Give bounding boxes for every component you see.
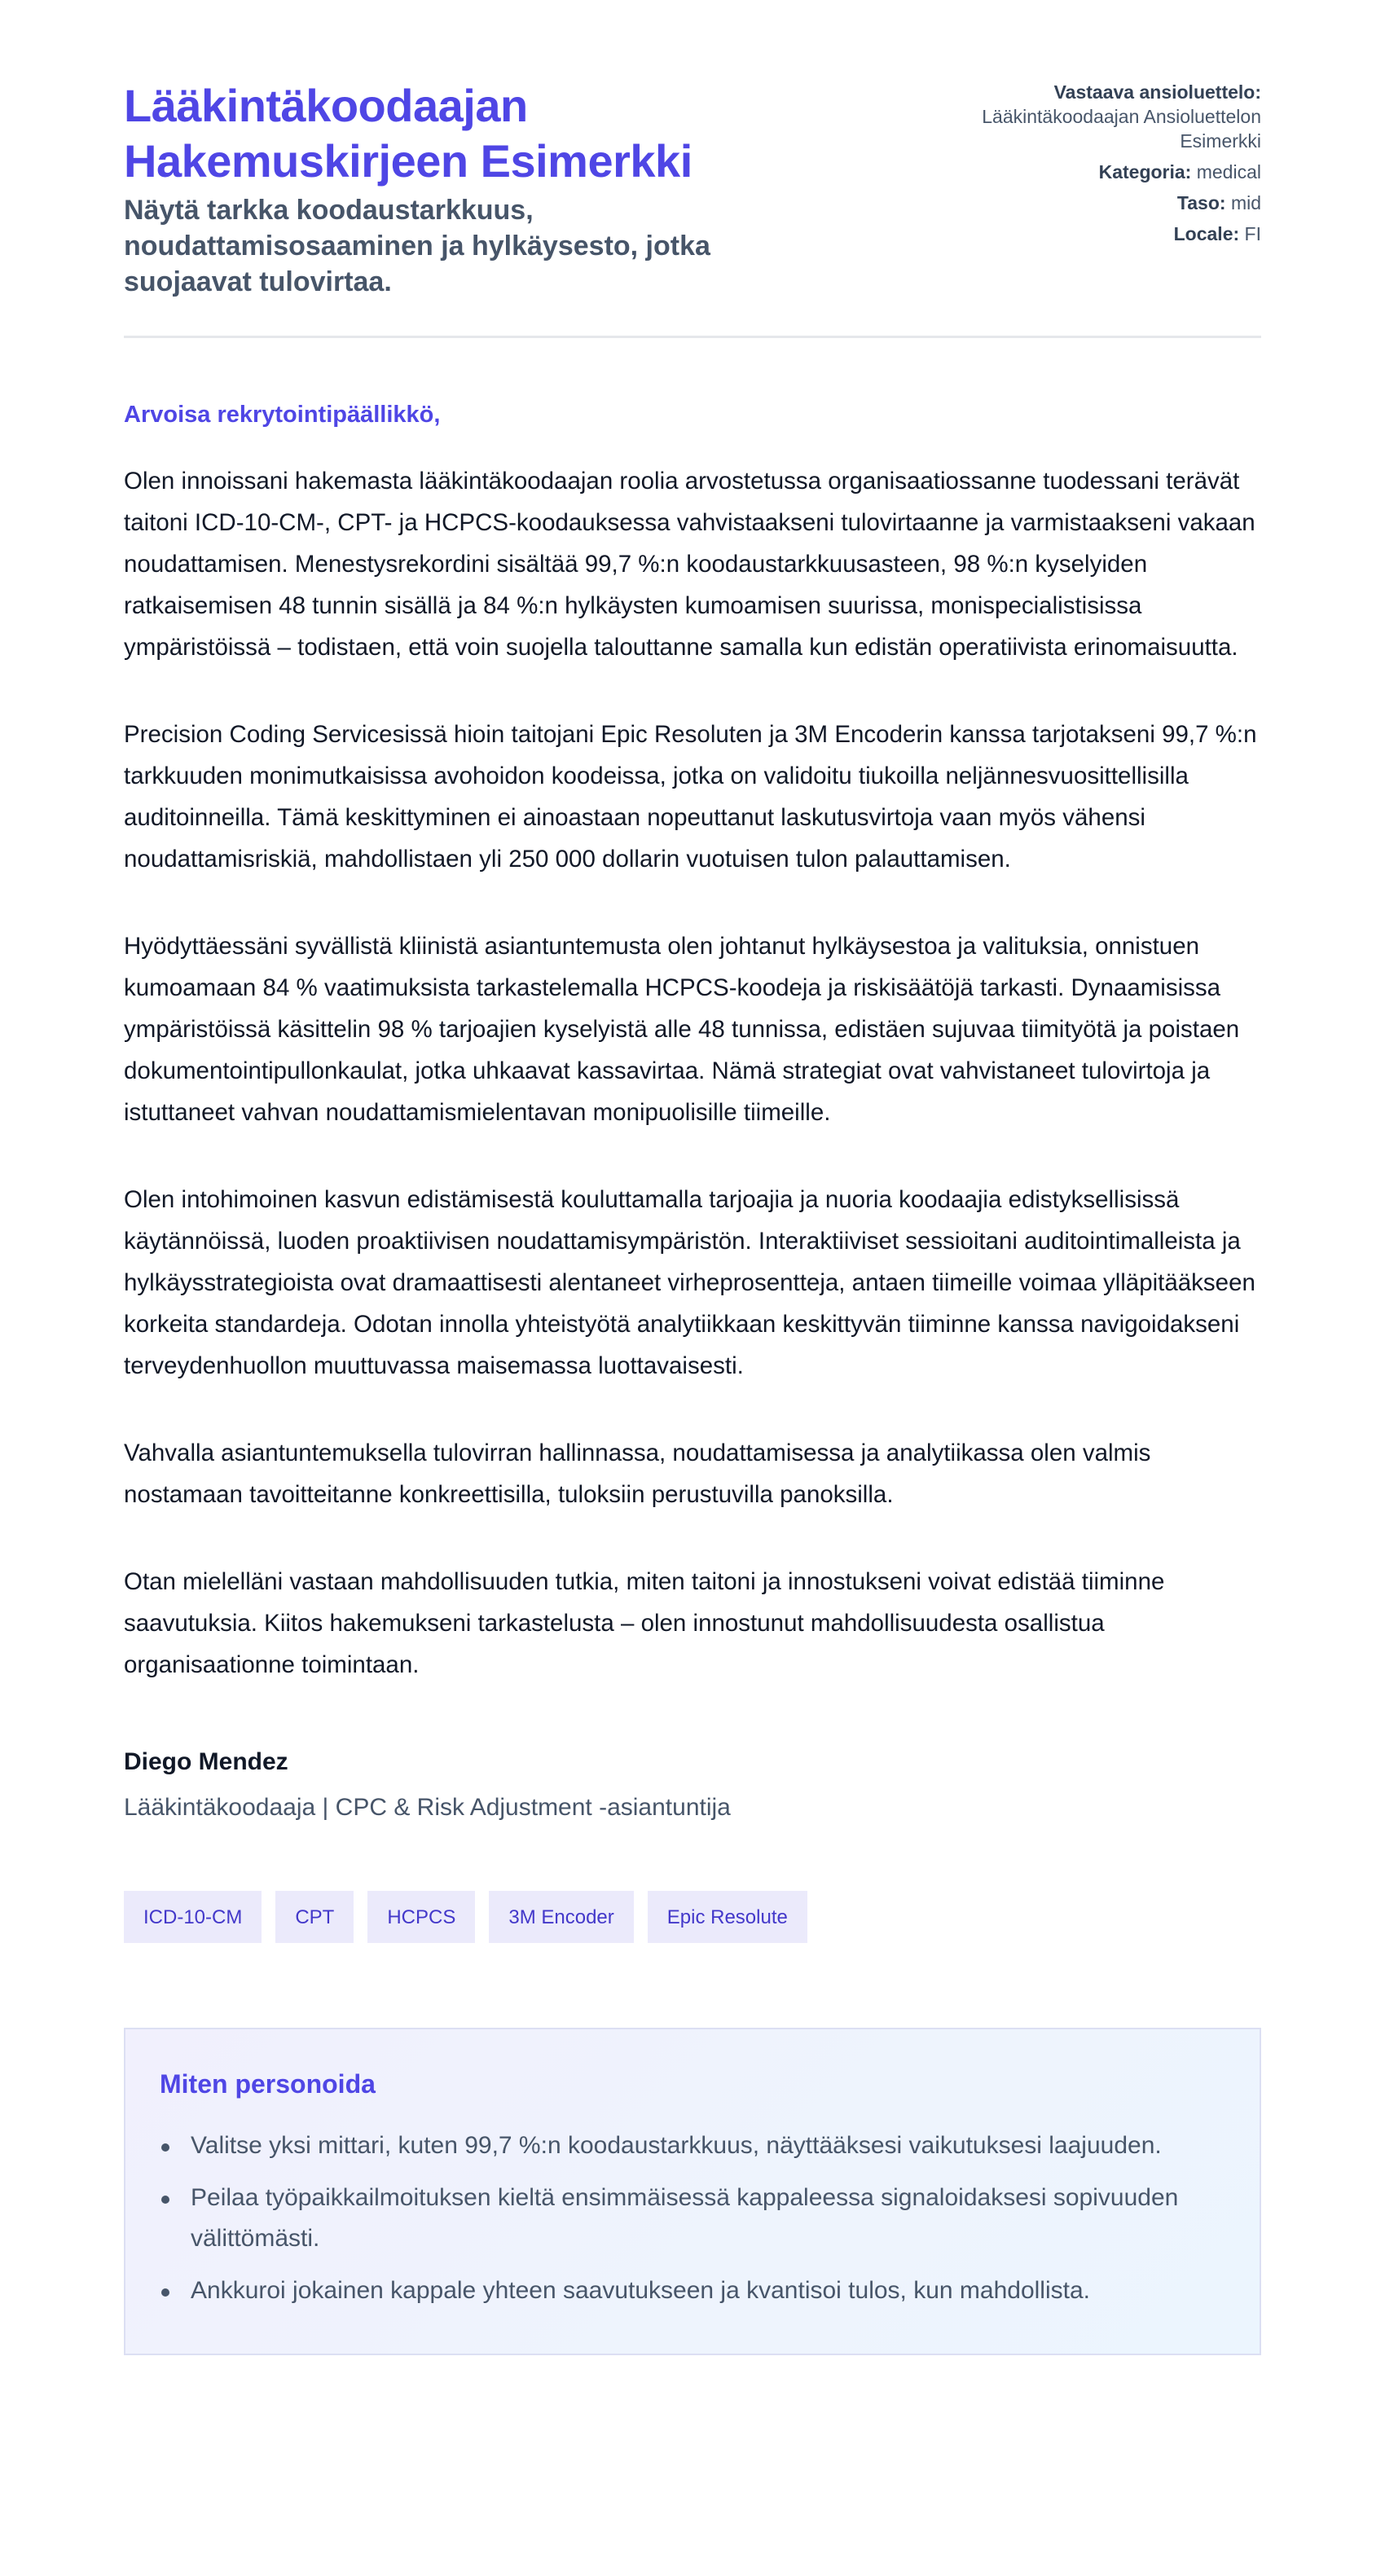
- letter-paragraph: Vahvalla asiantuntemuksella tulovirran hallinnassa, noudattamisessa ja analytiikassa olen valmis nostamaan tavoitteitanne konkreettisilla, tuloksiin perustuvilla panoksilla.: [124, 1440, 1151, 1508]
- skill-tag: CPT: [275, 1891, 354, 1943]
- meta-resume-label: Vastaava ansioluettelo:: [1053, 81, 1261, 103]
- skill-tag: Epic Resolute: [648, 1891, 807, 1943]
- skill-tag: ICD-10-CM: [124, 1891, 262, 1943]
- personalization-tips: [124, 2028, 1261, 2355]
- tips-list: [160, 2125, 1225, 2311]
- meta-category: [919, 160, 1261, 184]
- page-header: [124, 78, 1261, 338]
- meta-level-value: mid: [1230, 192, 1261, 213]
- letter-body: [124, 460, 1261, 1686]
- letter-paragraph: Precision Coding Servicesissä hioin taitojani Epic Resoluten ja 3M Encoderin kanssa tarjotakseni 99,7 %:n tarkkuuden monimutkaisissa avohoidon koodeissa, jotka on validoitu tiukoilla neljännesvuosittellisilla auditoinneilla. Tämä keskittyminen ei ainoastaan nopeuttanut laskutusvirtoja vaan myös vähensi noudattamisriskiä, mahdollistaen yli 250 000 dollarin vuotuisen tulon palauttamisen.: [124, 721, 1257, 873]
- meta-resume-value: Lääkintäkoodaajan Ansioluettelon Esimerkki: [982, 106, 1261, 152]
- letter-paragraph: Hyödyttäessäni syvällistä kliinistä asiantuntemusta olen johtanut hylkäysestoa ja valituksia, onnistuen kumoamaan 84 % vaatimuksista tarkastelemalla HCPCS-koodeja ja riskisäätöjä tarkasti. Dynaamisissa ympäristöissä käsittelin 98 % tarjoajien kyselyistä alle 48 tunnissa, edistäen sujuvaa tiimityötä ja poistaen dokumentointipullonkaulat, jotka uhkaavat kassavirtaa. Nämä strategiat ovat vahvistaneet tulovirtoja ja istuttaneet vahvan noudattamismielentavan monipuolisille tiimeille.: [124, 933, 1240, 1126]
- meta-panel: [919, 80, 1261, 253]
- skill-tags: [124, 1891, 1261, 1943]
- tips-item: Ankkuroi jokainen kappale yhteen saavutukseen ja kvantisoi tulos, kun mahdollista.: [160, 2270, 1225, 2311]
- tips-item: Peilaa työpaikkailmoituksen kieltä ensimmäisessä kappaleessa signaloidaksesi sopivuuden välittömästi.: [160, 2178, 1225, 2259]
- meta-level: [919, 191, 1261, 215]
- letter-greeting: Arvoisa rekrytointipäällikkö,: [124, 402, 441, 428]
- meta-locale-value: FI: [1244, 223, 1261, 244]
- skill-tag: HCPCS: [367, 1891, 475, 1943]
- header-title-block: [124, 78, 776, 300]
- tips-item: Valitse yksi mittari, kuten 99,7 %:n koodaustarkkuus, näyttääksesi vaikutuksesi laajuuden.: [160, 2125, 1225, 2166]
- signature-name: Diego Mendez: [124, 1748, 288, 1775]
- page-title: Lääkintäkoodaajan Hakemuskirjeen Esimerkki: [124, 80, 692, 187]
- letter-paragraph: Olen intohimoinen kasvun edistämisestä kouluttamalla tarjoajia ja nuoria koodaajia edistyksellisissä käytännöissä, luoden proaktiivisen noudattamisympäristön. Interaktiiviset sessioitani auditointimalleista ja hylkäysstrategioista ovat dramaattisesti alentaneet virheprosentteja, antaen tiimeille voimaa ylläpitääkseen korkeita standardeja. Odotan innolla yhteistyötä analytiikkaan keskittyvän tiiminne kanssa navigoidakseni terveydenhuollon muuttuvassa maisemassa luottavaisesti.: [124, 1186, 1255, 1379]
- meta-locale: [919, 222, 1261, 246]
- letter-paragraph: Otan mielelläni vastaan mahdollisuuden tutkia, miten taitoni ja innostukseni voivat edistää tiiminne saavutuksia. Kiitos hakemukseni tarkastelusta – olen innostunut mahdollisuudesta osallistua organisaationne toimintaan.: [124, 1568, 1165, 1678]
- page-subtitle: Näytä tarkka koodaustarkkuus, noudattamisosaaminen ja hylkäysesto, jotka suojaavat tulovirtaa.: [124, 195, 710, 297]
- skill-tag: 3M Encoder: [489, 1891, 633, 1943]
- signature-title: Lääkintäkoodaaja | CPC & Risk Adjustment -asiantuntija: [124, 1794, 731, 1821]
- letter-paragraph: Olen innoissani hakemasta lääkintäkoodaajan roolia arvostetussa organisaatiossanne tuodessani terävät taitoni ICD-10-CM-, CPT- ja HCPCS-koodauksessa vahvistaakseni tulovirtaanne ja varmistaakseni vakaan noudattamisen. Menestysrekordini sisältää 99,7 %:n koodaustarkkuusasteen, 98 %:n kyselyiden ratkaisemisen 48 tunnin sisällä ja 84 %:n hylkäysten kumoamisen suurissa, monispecialistisissa ympäristöissä – todistaen, että voin suojella talouttanne samalla kun edistän operatiivista erinomaisuutta.: [124, 468, 1255, 661]
- meta-category-value: medical: [1196, 161, 1261, 182]
- meta-resume: [919, 80, 1261, 153]
- signature-block: [124, 1746, 1261, 1824]
- meta-locale-label: Locale:: [1173, 223, 1240, 244]
- tips-title: Miten personoida: [160, 2069, 376, 2099]
- meta-level-label: Taso:: [1176, 192, 1226, 213]
- meta-category-label: Kategoria:: [1098, 161, 1192, 182]
